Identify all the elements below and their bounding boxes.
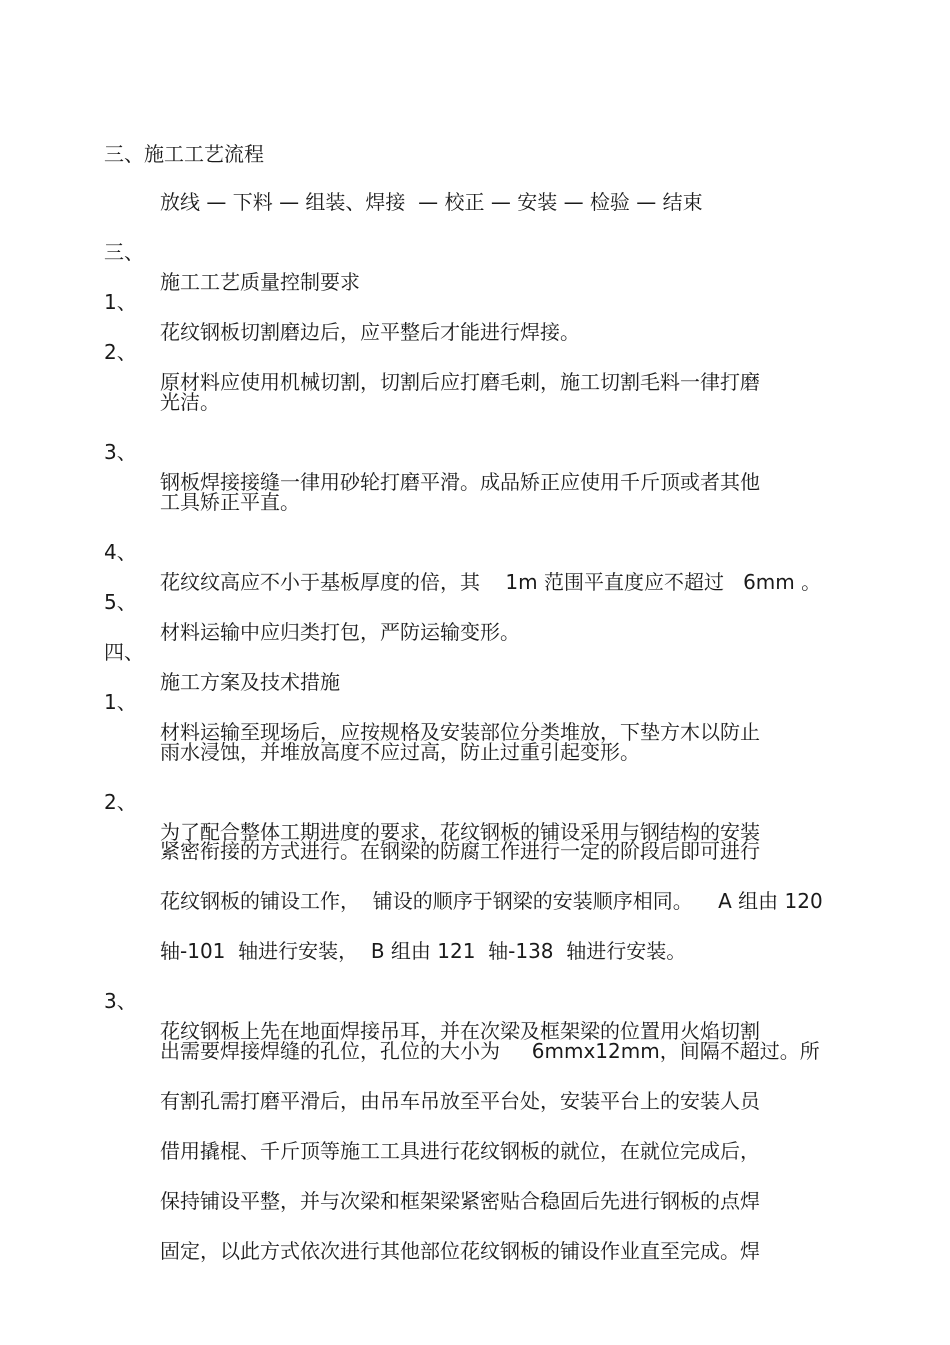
section-number: 四、 (104, 640, 144, 664)
item-number: 1、 (104, 290, 137, 314)
item-number: 3、 (104, 440, 137, 464)
list-item (0, 507, 822, 594)
list-item-continuation (0, 1206, 760, 1263)
list-item-continuation (0, 1106, 760, 1163)
item-text: 紧密衔接的方式进行。在钢梁的防腐工作进行一定的阶段后即可进行 (160, 839, 760, 863)
list-item-continuation (0, 906, 687, 963)
item-number: 4、 (104, 540, 137, 564)
item-number: 2、 (104, 790, 137, 814)
item-text: 出需要焊接焊缝的孔位，孔位的大小为 6mmx12mm，间隔不超过。所 (160, 1039, 820, 1063)
section-title: 施工方案及技术措施 (160, 670, 340, 694)
item-number: 2、 (104, 340, 137, 364)
section-number: 三、 (104, 240, 144, 264)
list-item-continuation (0, 856, 823, 913)
item-text: 原材料应使用机械切割，切割后应打磨毛刺，施工切割毛料一律打磨 (160, 370, 760, 394)
list-item (0, 757, 760, 844)
item-text: 花纹钢板的铺设工作， 铺设的顺序于钢梁的安装顺序相同。 A 组由 120 (160, 889, 823, 913)
item-text: 花纹钢板上先在地面焊接吊耳，并在次梁及框架梁的位置用火焰切割 (160, 1019, 760, 1043)
list-item (0, 407, 760, 494)
section-title: 三、施工工艺流程 (104, 142, 264, 166)
item-text: 材料运输至现场后，应按规格及安装部位分类堆放，下垫方木以防止 (160, 720, 760, 744)
item-text: 保持铺设平整，并与次梁和框架梁紧密贴合稳固后先进行钢板的点焊 (160, 1189, 760, 1213)
process-flow (0, 157, 703, 214)
list-item-continuation (0, 357, 220, 414)
item-text: 工具矫正平直。 (160, 490, 300, 514)
item-text: 为了配合整体工期进度的要求，花纹钢板的铺设采用与钢结构的安装 (160, 820, 760, 844)
list-item (0, 956, 760, 1043)
flow-text: 放线 — 下料 — 组装、焊接 — 校正 — 安装 — 检验 — 结束 (160, 190, 703, 214)
item-text: 花纹钢板切割磨边后，应平整后才能进行焊接。 (160, 320, 580, 344)
item-number: 1、 (104, 690, 137, 714)
item-text: 固定，以此方式依次进行其他部位花纹钢板的铺设作业直至完成。焊 (160, 1239, 760, 1263)
list-item-continuation (0, 457, 300, 514)
item-number: 3、 (104, 989, 137, 1013)
item-text: 钢板焊接接缝一律用砂轮打磨平滑。成品矫正应使用千斤顶或者其他 (160, 470, 760, 494)
item-text: 光洁。 (160, 390, 220, 414)
list-item-continuation (0, 1156, 760, 1213)
list-item-continuation (0, 1056, 760, 1113)
item-text: 雨水浸蚀，并堆放高度不应过高，防止过重引起变形。 (160, 740, 640, 764)
item-text: 借用撬棍、千斤顶等施工工具进行花纹钢板的就位，在就位完成后， (160, 1139, 760, 1163)
item-text: 轴-101 轴进行安装， B 组由 121 轴-138 轴进行安装。 (160, 939, 687, 963)
item-number: 5、 (104, 590, 137, 614)
section-heading (0, 109, 264, 166)
item-text: 花纹纹高应不小于基板厚度的倍，其 1m 范围平直度应不超过 6mm 。 (160, 570, 822, 594)
item-text: 材料运输中应归类打包，严防运输变形。 (160, 620, 520, 644)
section-title: 施工工艺质量控制要求 (160, 270, 360, 294)
section-heading (0, 207, 360, 294)
item-text: 有割孔需打磨平滑后，由吊车吊放至平台处，安装平台上的安装人员 (160, 1089, 760, 1113)
